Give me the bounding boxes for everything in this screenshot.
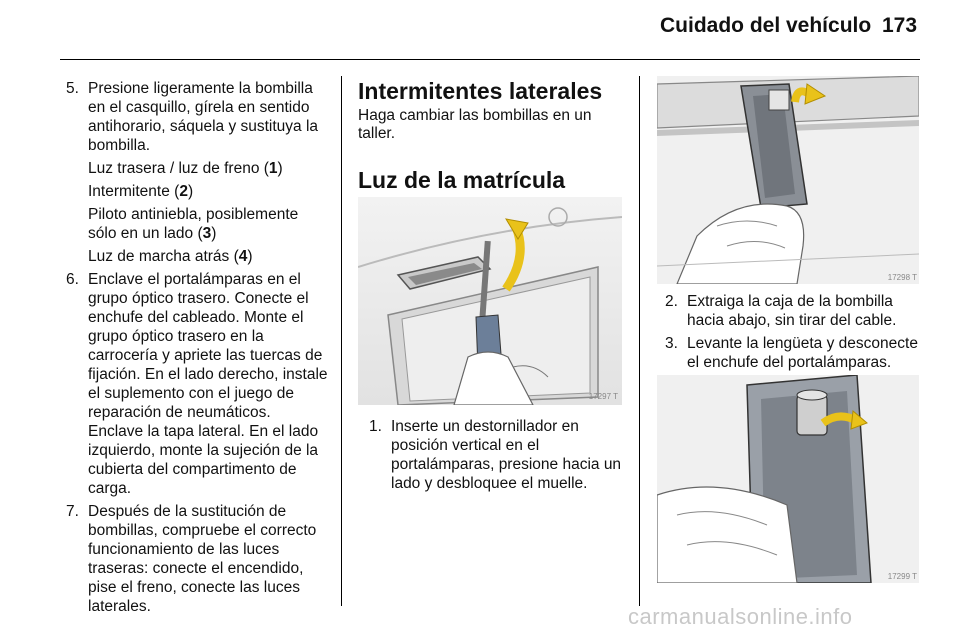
bulb-line-2-close: ) <box>187 183 194 200</box>
page-header-title: Cuidado del vehículo <box>660 14 872 37</box>
figure-connector-disconnect <box>657 375 919 583</box>
column-left <box>66 79 328 620</box>
bulb-line-4 <box>66 247 328 266</box>
step-6 <box>66 270 328 498</box>
figure-3-number: 17299 T <box>887 572 917 581</box>
step-5 <box>66 79 328 155</box>
bulb-line-4-ref: 4 <box>238 248 248 265</box>
heading-license-plate-light: Luz de la matrícula <box>358 167 566 193</box>
bulb-line-1-text: Luz trasera / luz de freno ( <box>88 160 269 177</box>
step-7-text: Después de la sustitución de bombillas, compruebe el correcto funcionamiento de las luces traseras: conecte el encendido, pise el freno, conecte las luces laterales. <box>88 503 317 615</box>
heading-side-indicators: Intermitentes laterales <box>358 78 603 104</box>
paragraph-side-indicators: Haga cambiar las bombillas en un taller. <box>358 107 592 142</box>
figure-bulb-housing-removal <box>657 76 919 284</box>
bulb-line-1 <box>66 159 328 178</box>
step-5-text: Presione ligeramente la bombilla en el casquillo, gírela en sentido antihorario, sáquela y sustituya la bombilla. <box>88 80 319 154</box>
bulb-line-2-ref: 2 <box>179 183 188 200</box>
step-2-number: 2. <box>665 293 678 310</box>
bulb-line-3-text: Piloto antiniebla, posiblemente sólo en un lado ( <box>88 206 299 242</box>
bulb-line-4-close: ) <box>247 248 253 265</box>
connector-illustration <box>657 375 919 583</box>
step-3 <box>665 334 927 372</box>
figure-license-plate-screwdriver <box>358 197 622 405</box>
step-5-number: 5. <box>66 80 79 97</box>
bulb-line-3-ref: 3 <box>202 225 212 242</box>
step-6-text: Enclave el portalámparas en el grupo óptico trasero. Conecte el enchufe del cableado. Monte el grupo óptico trasero en la carrocería y apriete las tuercas de fijación. En el lado derecho, instale el suplemento con el juego de reparación de neumáticos. Enclave la tapa lateral. En el lado izquierdo, monte la sujeción de la cubierta del compartimento de carga. <box>88 271 328 497</box>
step-1-number: 1. <box>369 418 382 435</box>
column-middle <box>358 78 624 193</box>
bulb-line-3 <box>66 205 328 243</box>
step-2-text: Extraiga la caja de la bombilla hacia abajo, sin tirar del cable. <box>687 293 897 329</box>
step-1-text: Inserte un destornillador en posición vertical en el portalámparas, presione hacia un lado y desbloquee el muelle. <box>391 418 622 492</box>
bulb-line-1-ref: 1 <box>268 160 278 177</box>
step-3-text: Levante la lengüeta y desconecte el enchufe del portalámparas. <box>687 335 918 371</box>
step-7 <box>66 502 328 616</box>
figure-2-number: 17298 T <box>887 273 917 282</box>
page-number: 173 <box>882 14 918 37</box>
header-divider <box>60 59 920 60</box>
column-middle-steps <box>369 417 625 497</box>
bulb-line-3-close: ) <box>211 225 217 242</box>
bulb-line-1-close: ) <box>277 160 283 177</box>
column-divider-1 <box>341 76 342 606</box>
step-6-number: 6. <box>66 271 79 288</box>
column-divider-2 <box>639 76 640 606</box>
step-3-number: 3. <box>665 335 678 352</box>
step-2 <box>665 292 927 330</box>
bulb-line-2 <box>66 182 328 201</box>
figure-1-number: 17297 T <box>588 392 618 401</box>
license-plate-illustration <box>358 197 622 405</box>
bulb-line-2-text: Intermitente ( <box>88 183 180 200</box>
step-7-number: 7. <box>66 503 79 520</box>
column-right-steps <box>665 292 927 376</box>
watermark: carmanualsonline.info <box>628 604 853 629</box>
bulb-line-4-text: Luz de marcha atrás ( <box>88 248 239 265</box>
step-1 <box>369 417 625 493</box>
bulb-housing-illustration <box>657 76 919 284</box>
